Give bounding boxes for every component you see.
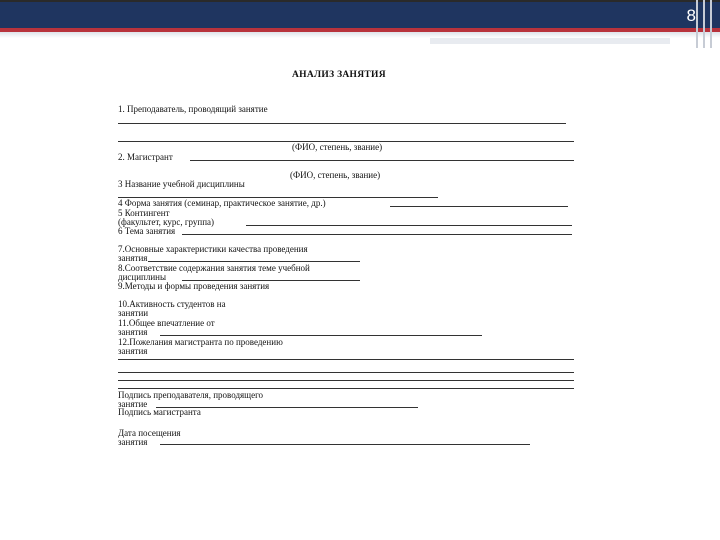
item-impression: 11.Общее впечатление от <box>118 318 215 328</box>
blank-line <box>118 380 574 381</box>
item-quality-cont: занятия <box>118 253 148 263</box>
blank-line <box>246 225 572 226</box>
item-class-form: 4 Форма занятия (семинар, практическое занятие, др.) <box>118 198 326 208</box>
item-discipline: 3 Название учебной дисциплины <box>118 179 245 189</box>
item-contingent: 5 Контингент <box>118 208 170 218</box>
student-signature-label: Подпись магистранта <box>118 407 201 417</box>
item-activity: 10.Активность студентов на <box>118 299 226 309</box>
item-teacher: 1. Преподаватель, проводящий занятие <box>118 104 268 114</box>
blank-line <box>148 261 360 262</box>
item-topic: 6 Тема занятия <box>118 226 176 236</box>
item-master-student: 2. Магистрант <box>118 152 173 162</box>
slide-number: 8 <box>686 6 696 25</box>
fio-hint: (ФИО, степень, звание) <box>290 170 381 180</box>
item-content-match: 8.Соответствие содержания занятия теме учебной <box>118 263 310 273</box>
teacher-signature-label: Подпись преподавателя, проводящего <box>118 390 264 400</box>
item-quality: 7.Основные характеристики качества проведения <box>118 244 308 254</box>
visit-date-label: Дата посещения <box>118 428 181 438</box>
blank-line <box>390 206 568 207</box>
top-edge <box>0 0 720 2</box>
item-wishes-cont: занятия <box>118 346 148 356</box>
item-impression-cont: занятия <box>118 327 148 337</box>
item-activity-cont: занятии <box>118 308 149 318</box>
visit-date-label-cont: занятия <box>118 437 148 447</box>
fio-hint: (ФИО, степень, звание) <box>292 142 383 152</box>
blank-line <box>182 234 572 235</box>
blank-line <box>118 388 574 389</box>
item-wishes: 12.Пожелания магистранта по проведению <box>118 337 283 347</box>
blank-line <box>118 359 574 360</box>
item-methods: 9.Методы и формы проведения занятия <box>118 281 270 291</box>
document-title: АНАЛИЗ ЗАНЯТИЯ <box>292 70 386 80</box>
header-shadow-strip <box>430 38 670 44</box>
blank-line <box>118 372 574 373</box>
blank-line <box>160 335 482 336</box>
item-contingent-hint: (факультет, курс, группа) <box>118 217 215 227</box>
blank-line <box>118 123 566 124</box>
title-bar <box>0 0 720 28</box>
decorative-bars <box>694 0 720 48</box>
blank-line <box>190 160 574 161</box>
blank-line <box>160 444 530 445</box>
teacher-signature-label-cont: занятие <box>118 399 148 409</box>
item-content-match-cont: дисциплины <box>118 272 167 282</box>
